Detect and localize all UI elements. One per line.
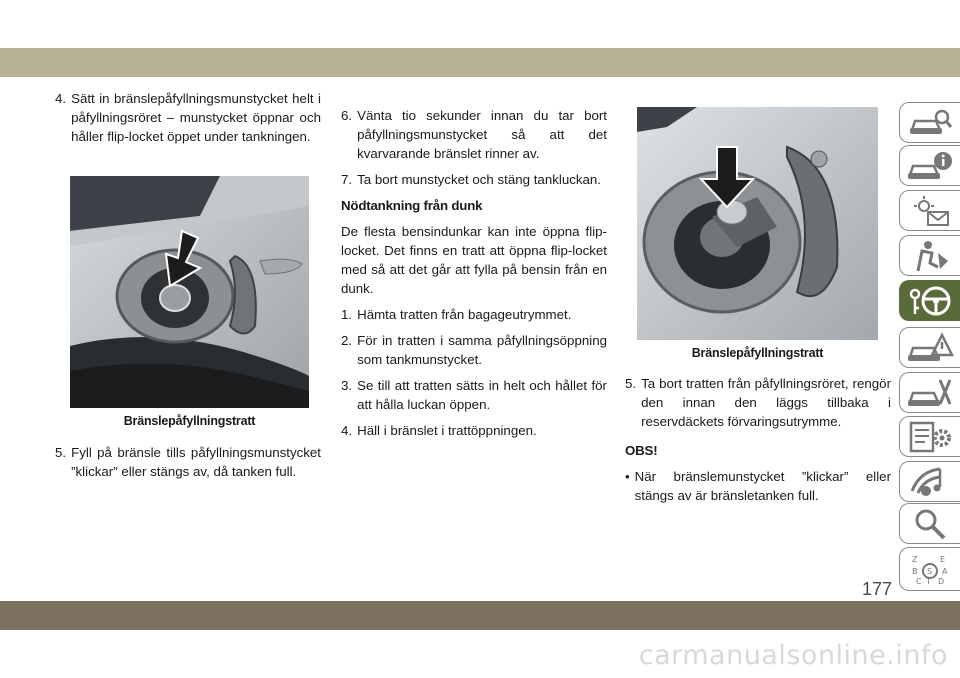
note-bullet: • När bränslemunstycket ”klickar” eller stängs av är bränsletanken full. bbox=[625, 469, 891, 503]
header-band bbox=[0, 48, 960, 77]
figure-caption-right: Bränslepåfyllningstratt bbox=[691, 346, 824, 360]
tab-letter-c: C bbox=[916, 577, 922, 586]
tab-letter-d: D bbox=[938, 577, 945, 586]
step-7: 7. Ta bort munstycket och stäng tankluckan. bbox=[341, 172, 601, 187]
fuel-nozzle-inserted-image bbox=[70, 176, 309, 408]
step-1: 1. Hämta tratten från bagageutrymmet. bbox=[341, 307, 572, 322]
tab-index[interactable] bbox=[899, 547, 960, 591]
step-3: 3. Se till att tratten sätts in helt och hållet för att hålla luckan öppen. bbox=[341, 378, 607, 412]
tab-specifications[interactable] bbox=[899, 416, 960, 457]
language-index-icon bbox=[906, 552, 954, 586]
tab-letter-s: S bbox=[927, 567, 933, 576]
tab-service[interactable] bbox=[899, 372, 960, 413]
step-4: 4. Sätt in bränslepåfyllningsmunstycket helt i påfyllningsröret – munstycket öppnar och håller flip-locket öppet under tankningen. bbox=[55, 91, 321, 144]
tab-letter-e: E bbox=[940, 555, 946, 564]
section-paragraph: De flesta bensindunkar kan inte öppna flip-locket. Det finns en tratt att öppna flip-locket med så att det går att fylla på bensin från en dunk. bbox=[341, 224, 607, 296]
figure-caption-left: Bränslepåfyllningstratt bbox=[123, 414, 256, 428]
note-heading: OBS! bbox=[625, 443, 658, 458]
left-column-lower bbox=[55, 443, 321, 488]
car-search-icon bbox=[906, 106, 954, 140]
fuel-funnel-inserted-image bbox=[637, 107, 878, 340]
tab-emergency[interactable] bbox=[899, 327, 960, 368]
step-4-funnel: 4. Häll i bränslet i trattöppningen. bbox=[341, 423, 537, 438]
tab-warning-lights[interactable] bbox=[899, 190, 960, 231]
step-2: 2. För in tratten i samma påfyllningsöppning som tankmunstycket. bbox=[341, 333, 607, 367]
tab-letter-a: A bbox=[942, 567, 948, 576]
tab-multimedia[interactable] bbox=[899, 461, 960, 502]
tab-letter-b: B bbox=[912, 567, 918, 576]
tab-car-search[interactable] bbox=[899, 102, 960, 143]
multimedia-icon bbox=[906, 465, 954, 499]
tab-car-info[interactable] bbox=[899, 145, 960, 186]
footer-band bbox=[0, 601, 960, 630]
tab-seat-safety[interactable] bbox=[899, 235, 960, 276]
tab-starting-operating[interactable] bbox=[899, 280, 960, 321]
step-6: 6. Vänta tio sekunder innan du tar bort påfyllningsmunstycket så att det kvarvarande bränslet rinner av. bbox=[341, 108, 607, 161]
car-info-icon bbox=[906, 149, 954, 183]
page-number: 177 bbox=[862, 579, 893, 599]
tab-letter-z: Z bbox=[912, 555, 918, 564]
steering-wheel-key-icon bbox=[906, 284, 954, 318]
warning-lights-icon bbox=[906, 194, 954, 228]
tab-letter-t: T bbox=[926, 577, 931, 586]
watermark: carmanualsonline.info bbox=[638, 640, 948, 671]
step-5: 5. Fyll på bränsle tills påfyllningsmunstycket ”klickar” eller stängs av, då tanken full. bbox=[55, 445, 321, 479]
left-column bbox=[55, 89, 321, 153]
fuel-filler-photo-left bbox=[70, 176, 309, 408]
car-warning-triangle-icon bbox=[906, 331, 954, 365]
section-heading: Nödtankning från dunk bbox=[341, 198, 483, 213]
specifications-gear-icon bbox=[906, 420, 954, 454]
right-column-lower bbox=[625, 374, 891, 512]
middle-column bbox=[341, 106, 607, 447]
fuel-funnel-photo-right bbox=[637, 107, 878, 340]
car-service-tools-icon bbox=[906, 376, 954, 410]
index-search-icon bbox=[906, 507, 954, 541]
seat-safety-icon bbox=[906, 239, 954, 273]
step-5-funnel: 5. Ta bort tratten från påfyllningsröret, rengör den innan den läggs tillbaka i reservdäckets förvaringsutrymme. bbox=[625, 376, 891, 429]
tab-customer-assistance[interactable] bbox=[899, 503, 960, 544]
